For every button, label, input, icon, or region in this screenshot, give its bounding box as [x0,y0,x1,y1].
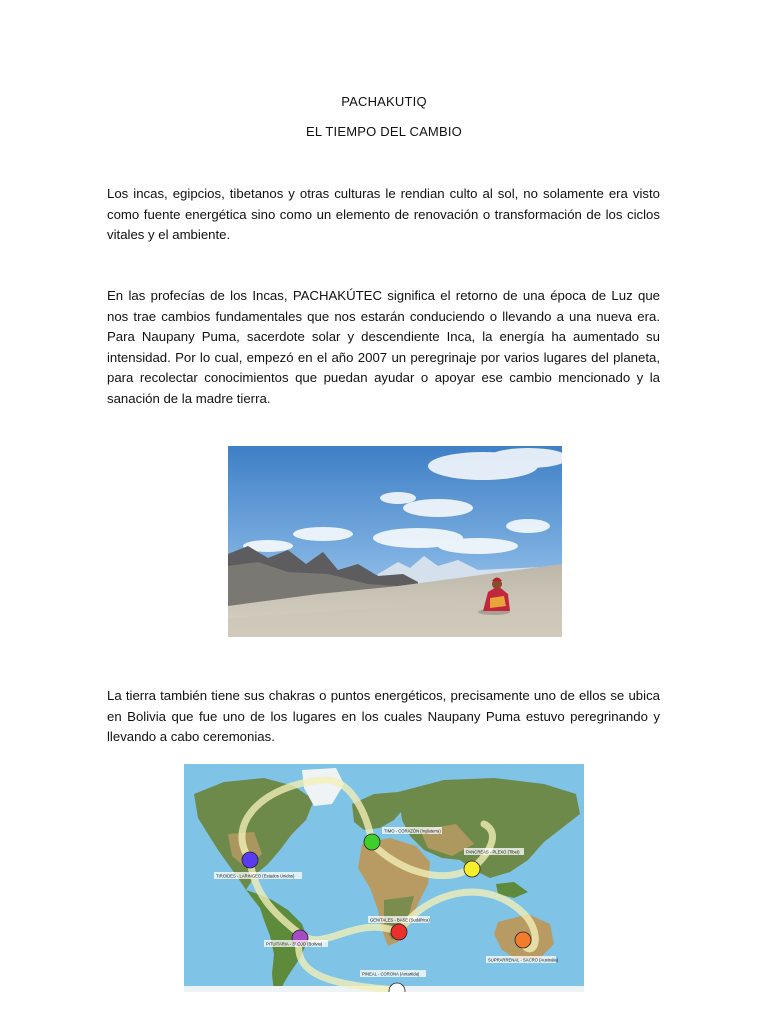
chakra-world-map [184,764,584,992]
andes-photo [228,446,562,637]
paragraph-intro: Los incas, egipcios, tibetanos y otras culturas le rendian culto al sol, no solamente era visto como fuente energética sino como un elemento de renovación o transformación de los ciclos vitales y el ambiente. [107,186,660,243]
document-subtitle: EL TIEMPO DEL CAMBIO [306,124,462,139]
label-timo: TIMO - CORAZÓN (Inglaterra) [384,828,441,834]
label-pituitaria: PITUITARIA - 3° OJO (Bolivia) [266,941,323,947]
label-pineal: PINEAL - CORONA (Antartida) [362,971,420,977]
andes-photo-illustration [228,446,562,637]
chakra-timo-point [364,834,380,850]
chakra-suprarrenal-point [515,932,531,948]
label-genitales: GENITALES - BASE (Sudáfrica) [370,917,430,923]
label-tiroides: TIROIDES - LARINGEO (Estados Unidos) [216,873,295,879]
chakra-pancreas-point [464,861,480,877]
chakra-genitales-point [391,924,407,940]
document-title: PACHAKUTIQ [341,94,427,109]
paragraph-chakras: La tierra también tiene sus chakras o puntos energéticos, precisamente uno de ellos se ubica en Bolivia que fue uno de los lugares en los cuales Naupany Puma estuvo peregrinando y llevando a cabo ceremonias. [107,688,660,745]
paragraph-prophecy: En las profecías de los Incas, PACHAKÚTEC significa el retorno de una época de Luz que nos trae cambios fundamentales que nos estarán conduciendo o llevando a una nueva era. Para Naupany Puma, sacerdote solar y descendiente Inca, la energía ha aumentado su intensidad. Por lo cual, empezó en el año 2007 un peregrinaje por varios lugares del planeta, para recolectar conocimientos que puedan ayudar o apoyar ese cambio mencionado y la sanación de la madre tierra. [107,288,660,406]
label-suprarrenal: SUPRARRENAL - SACRO (Australia) [488,957,559,963]
world-map-illustration [184,764,584,992]
label-pancreas: PANCREAS - PLEXO (Tibet) [466,849,520,855]
chakra-tiroides-point [242,852,258,868]
